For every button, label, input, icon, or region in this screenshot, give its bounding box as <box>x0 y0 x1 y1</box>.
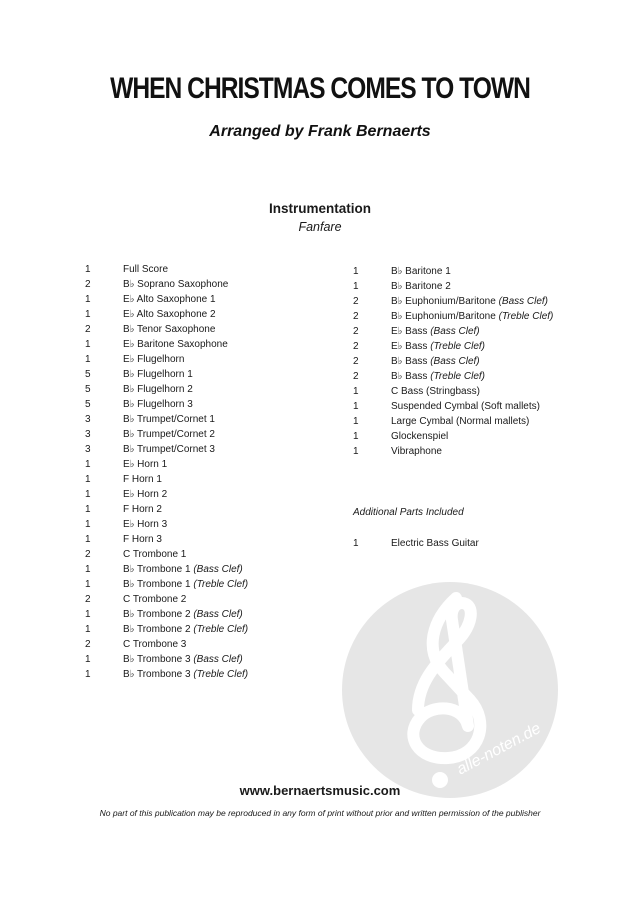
instrument-label: E♭ Horn 3 <box>123 519 168 530</box>
instrument-row <box>353 279 553 294</box>
instrument-name <box>391 384 480 399</box>
instrument-name <box>123 547 186 562</box>
instrument-name <box>123 397 193 412</box>
instrument-label: B♭ Bass <box>391 356 428 367</box>
instrument-row <box>85 547 248 562</box>
part-quantity: 5 <box>85 399 91 410</box>
instrument-name <box>123 367 193 382</box>
instrument-name <box>391 264 451 279</box>
part-quantity: 1 <box>85 354 91 365</box>
instrument-row <box>85 592 248 607</box>
part-quantity: 1 <box>85 504 91 515</box>
instrument-label: Vibraphone <box>391 446 442 457</box>
instrument-name <box>123 667 248 682</box>
instrument-label: F Horn 1 <box>123 474 162 485</box>
instrument-label: B♭ Trombone 3 <box>123 669 191 680</box>
clef-note: (Treble Clef) <box>193 579 249 590</box>
instrument-row <box>85 532 248 547</box>
part-quantity: 2 <box>353 326 359 337</box>
instrument-row <box>85 502 248 517</box>
instrument-row <box>85 622 248 637</box>
part-quantity: 1 <box>85 519 91 530</box>
part-quantity: 1 <box>85 489 91 500</box>
instrument-row <box>353 309 553 324</box>
clef-note: (Treble Clef) <box>430 341 486 352</box>
instrument-name <box>123 487 167 502</box>
instrument-label: E♭ Baritone Saxophone <box>123 339 228 350</box>
instrument-label: B♭ Trombone 1 <box>123 564 191 575</box>
instrument-name <box>123 412 215 427</box>
instrument-row <box>85 517 248 532</box>
instrument-label: B♭ Euphonium/Baritone <box>391 311 496 322</box>
instrument-row <box>85 487 248 502</box>
instrument-name <box>123 292 216 307</box>
instrument-label: C Trombone 3 <box>123 639 187 650</box>
part-quantity: 2 <box>353 371 359 382</box>
instrument-name <box>123 382 193 397</box>
part-quantity: 2 <box>353 311 359 322</box>
instrument-label: C Bass (Stringbass) <box>391 386 480 397</box>
part-quantity: 1 <box>353 281 359 292</box>
part-quantity: 2 <box>85 594 91 605</box>
instrument-name <box>391 354 480 369</box>
instrument-name <box>391 339 485 354</box>
part-quantity: 1 <box>85 459 91 470</box>
part-quantity: 1 <box>353 538 359 549</box>
instrument-row <box>85 607 248 622</box>
instrument-label: B♭ Trombone 2 <box>123 609 191 620</box>
instrument-label: F Horn 3 <box>123 534 162 545</box>
clef-note: (Bass Clef) <box>193 564 243 575</box>
instrument-label: B♭ Baritone 1 <box>391 266 451 277</box>
part-quantity: 1 <box>353 401 359 412</box>
part-quantity: 1 <box>353 266 359 277</box>
instrument-row <box>85 352 248 367</box>
part-quantity: 2 <box>85 549 91 560</box>
instrument-row <box>353 264 553 279</box>
instrument-label: B♭ Flugelhorn 3 <box>123 399 193 410</box>
instrument-label: B♭ Trumpet/Cornet 2 <box>123 429 215 440</box>
instrument-label: B♭ Trombone 1 <box>123 579 191 590</box>
instrument-row <box>85 262 248 277</box>
instrument-row <box>85 412 248 427</box>
part-quantity: 1 <box>85 339 91 350</box>
instrument-name <box>123 472 162 487</box>
part-quantity: 2 <box>353 341 359 352</box>
clef-note: (Bass Clef) <box>498 296 549 307</box>
part-quantity: 1 <box>353 416 359 427</box>
instrument-label: B♭ Soprano Saxophone <box>123 279 229 290</box>
instrument-name <box>123 517 167 532</box>
part-quantity: 3 <box>85 444 91 455</box>
part-quantity: 2 <box>85 324 91 335</box>
instrument-name <box>123 427 215 442</box>
instrument-name <box>391 414 529 429</box>
instrument-name <box>123 577 248 592</box>
part-quantity: 3 <box>85 429 91 440</box>
instrument-name <box>123 637 186 652</box>
part-quantity: 1 <box>85 654 91 665</box>
part-quantity: 5 <box>85 369 91 380</box>
instrument-label: Large Cymbal (Normal mallets) <box>391 416 530 427</box>
instrument-label: B♭ Trombone 2 <box>123 624 191 635</box>
instrument-label: B♭ Baritone 2 <box>391 281 451 292</box>
instrument-label: B♭ Trombone 3 <box>123 654 191 665</box>
instrument-name <box>123 562 243 577</box>
instrument-label: Suspended Cymbal (Soft mallets) <box>391 401 540 412</box>
additional-parts-list <box>353 536 479 551</box>
instrument-list-right <box>353 264 553 459</box>
part-quantity: 1 <box>353 386 359 397</box>
instrument-label: E♭ Alto Saxophone 1 <box>123 294 216 305</box>
instrument-label: E♭ Horn 1 <box>123 459 168 470</box>
instrument-name <box>391 294 548 309</box>
part-quantity: 2 <box>85 279 91 290</box>
instrument-row <box>353 384 553 399</box>
instrument-row <box>85 367 248 382</box>
instrument-row <box>353 339 553 354</box>
instrument-name <box>123 532 162 547</box>
instrument-row <box>85 322 248 337</box>
part-quantity: 2 <box>353 356 359 367</box>
clef-note: (Treble Clef) <box>193 624 249 635</box>
instrument-row <box>353 399 553 414</box>
instrument-name <box>123 622 248 637</box>
instrument-name <box>123 652 243 667</box>
instrument-row <box>85 382 248 397</box>
part-quantity: 1 <box>85 564 91 575</box>
instrument-row <box>85 667 248 682</box>
instrument-name <box>123 322 215 337</box>
instrument-row <box>353 444 553 459</box>
part-quantity: 1 <box>353 446 359 457</box>
instrument-label: E♭ Flugelhorn <box>123 354 185 365</box>
section-subheading: Fanfare <box>298 220 342 234</box>
instrument-name <box>391 309 553 324</box>
part-quantity: 1 <box>85 294 91 305</box>
instrument-row <box>85 652 248 667</box>
instrument-row <box>85 427 248 442</box>
part-quantity: 1 <box>85 609 91 620</box>
instrument-name <box>391 324 480 339</box>
instrument-label: B♭ Tenor Saxophone <box>123 324 216 335</box>
instrument-label: Full Score <box>123 264 169 275</box>
part-quantity: 2 <box>85 639 91 650</box>
instrument-name <box>391 536 479 551</box>
additional-parts-label: Additional Parts Included <box>353 507 464 518</box>
part-quantity: 5 <box>85 384 91 395</box>
instrument-label: Electric Bass Guitar <box>391 538 479 549</box>
clef-note: (Bass Clef) <box>430 326 480 337</box>
clef-note: (Treble Clef) <box>193 669 249 680</box>
instrument-name <box>123 277 228 292</box>
instrument-row <box>353 294 553 309</box>
instrument-label: B♭ Trumpet/Cornet 1 <box>123 414 215 425</box>
part-quantity: 1 <box>85 669 91 680</box>
instrument-list-left <box>85 262 248 682</box>
instrument-label: B♭ Trumpet/Cornet 3 <box>123 444 215 455</box>
instrument-name <box>123 352 184 367</box>
instrument-row <box>353 354 553 369</box>
instrument-row <box>85 307 248 322</box>
instrument-row <box>353 429 553 444</box>
watermark-text: alle-noten.de <box>454 719 544 779</box>
arranger-credit: Arranged by Frank Bernaerts <box>209 123 431 140</box>
instrument-row <box>85 292 248 307</box>
instrument-name <box>123 607 243 622</box>
instrument-row <box>85 457 248 472</box>
instrument-row <box>85 397 248 412</box>
instrument-row <box>85 337 248 352</box>
instrument-name <box>391 279 451 294</box>
instrument-name <box>123 592 186 607</box>
instrument-label: E♭ Bass <box>391 341 428 352</box>
instrument-name <box>123 457 167 472</box>
clef-note: (Bass Clef) <box>430 356 480 367</box>
instrument-row <box>353 369 553 384</box>
instrument-label: B♭ Euphonium/Baritone <box>391 296 496 307</box>
instrument-name <box>391 369 485 384</box>
clef-note: (Treble Clef) <box>430 371 486 382</box>
instrument-row <box>85 472 248 487</box>
clef-note: (Treble Clef) <box>498 311 554 322</box>
instrument-row <box>353 536 479 551</box>
clef-note: (Bass Clef) <box>193 654 243 665</box>
instrument-row <box>353 414 553 429</box>
instrument-name <box>123 307 216 322</box>
part-quantity: 1 <box>85 624 91 635</box>
instrument-name <box>123 442 215 457</box>
section-heading: Instrumentation <box>268 201 371 216</box>
part-quantity: 2 <box>353 296 359 307</box>
part-quantity: 1 <box>85 534 91 545</box>
instrument-name <box>123 337 228 352</box>
instrument-label: B♭ Flugelhorn 1 <box>123 369 193 380</box>
part-quantity: 1 <box>85 309 91 320</box>
part-quantity: 1 <box>85 474 91 485</box>
instrument-row <box>85 577 248 592</box>
instrument-name <box>391 444 442 459</box>
instrument-label: Glockenspiel <box>391 431 449 442</box>
instrument-row <box>85 562 248 577</box>
instrument-label: C Trombone 1 <box>123 549 187 560</box>
clef-note: (Bass Clef) <box>193 609 243 620</box>
instrument-label: B♭ Flugelhorn 2 <box>123 384 193 395</box>
instrument-row <box>353 324 553 339</box>
instrument-name <box>123 262 168 277</box>
instrument-label: B♭ Bass <box>391 371 428 382</box>
watermark-treble-clef-icon <box>340 580 560 800</box>
instrument-name <box>123 502 162 517</box>
instrument-label: F Horn 2 <box>123 504 162 515</box>
instrument-label: E♭ Horn 2 <box>123 489 168 500</box>
website-link[interactable]: www.bernaertsmusic.com <box>239 783 401 798</box>
instrument-name <box>391 399 540 414</box>
instrument-row <box>85 277 248 292</box>
part-quantity: 3 <box>85 414 91 425</box>
part-quantity: 1 <box>353 431 359 442</box>
instrument-label: E♭ Bass <box>391 326 428 337</box>
part-quantity: 1 <box>85 264 91 275</box>
instrument-label: C Trombone 2 <box>123 594 187 605</box>
instrument-row <box>85 637 248 652</box>
copyright-notice: No part of this publication may be reproduced in any form of print without prior and written permission of the publisher <box>99 808 541 818</box>
part-quantity: 1 <box>85 579 91 590</box>
score-title: WHEN CHRISTMAS COMES TO TOWN <box>110 72 530 105</box>
instrument-label: E♭ Alto Saxophone 2 <box>123 309 216 320</box>
instrument-name <box>391 429 448 444</box>
instrument-row <box>85 442 248 457</box>
